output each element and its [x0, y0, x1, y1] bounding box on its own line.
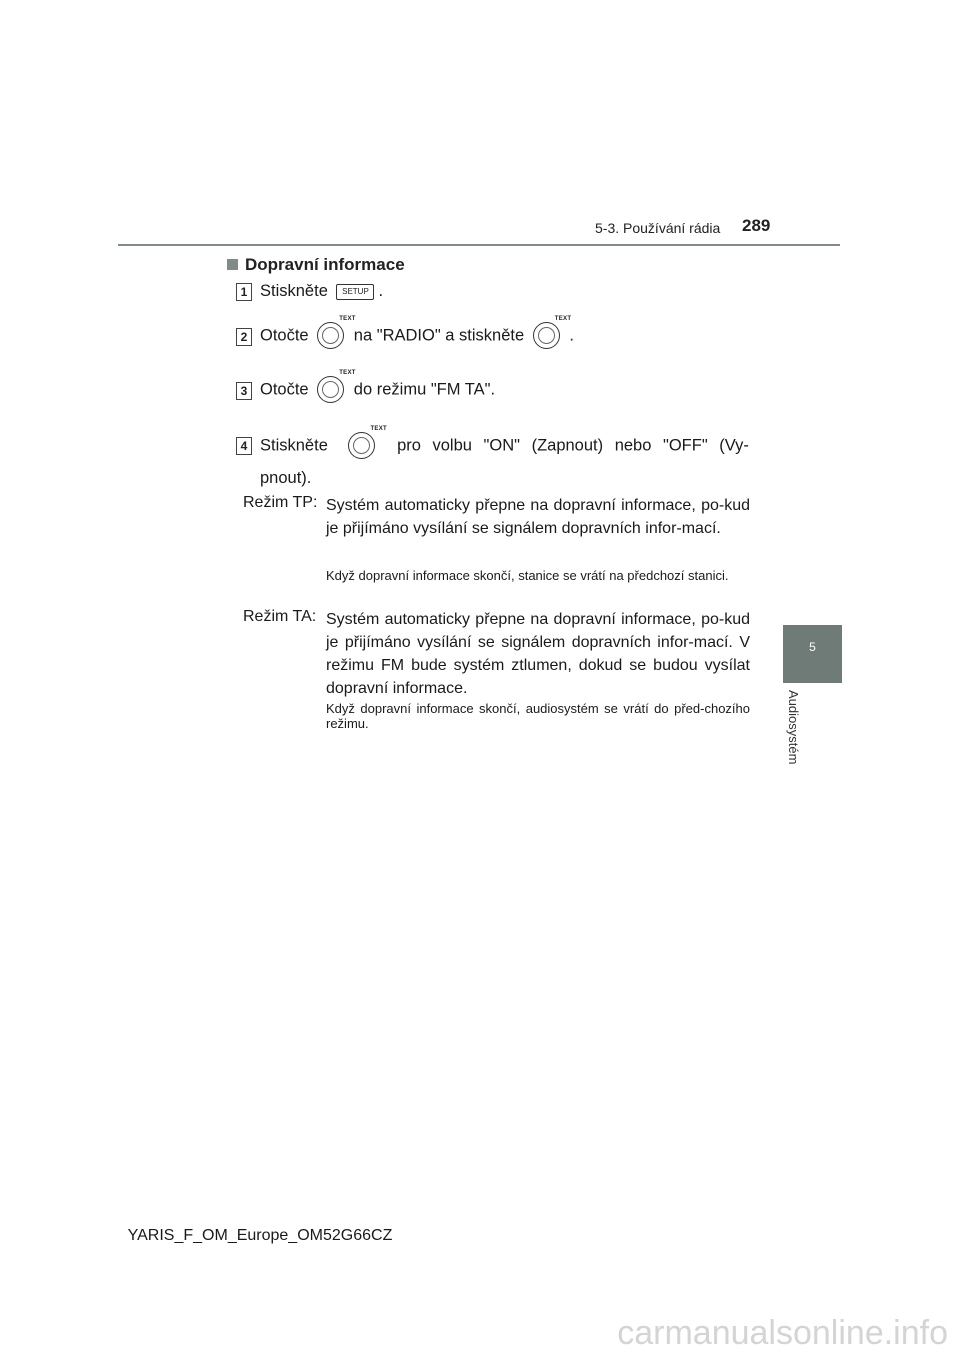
setup-button-icon: SETUP — [336, 284, 374, 300]
document-code: YARIS_F_OM_Europe_OM52G66CZ — [127, 1227, 393, 1244]
mode-ta-description: Systém automaticky přepne na dopravní informace, po-kud je přijímáno vysílání se signálem dopravních infor-mací. V režimu FM bude systém ztlumen, dokud se budou vysílat dopravní informace. — [326, 611, 750, 697]
step-number-3: 3 — [236, 382, 252, 400]
chapter-title: Audiosystém — [786, 690, 801, 765]
header-rule — [118, 244, 840, 246]
tune-knob-icon: TEXT — [348, 432, 376, 460]
mode-tp-description: Systém automaticky přepne na dopravní informace, po-kud je přijímáno vysílání se signálem dopravních infor-mací. — [326, 497, 750, 537]
mode-ta-note: Když dopravní informace skončí, audiosystém se vrátí do před-chozího režimu. — [326, 701, 750, 731]
step-4-continuation: pnout). — [260, 469, 312, 487]
section-title: 5-3. Používání rádia — [595, 220, 721, 236]
step-4-text: Stiskněte TEXT pro volbu "ON" (Zapnout) nebo "OFF" (Vy- — [260, 432, 744, 460]
step-1-text: Stiskněte SETUP . — [260, 282, 384, 300]
mode-tp-label: Režim TP: — [243, 494, 318, 511]
step-number-4: 4 — [236, 437, 252, 455]
tune-knob-icon: TEXT — [533, 322, 561, 350]
watermark: carmanualsonline.info — [0, 1310, 960, 1358]
square-bullet-icon — [227, 259, 238, 270]
mode-tp-note: Když dopravní informace skončí, stanice se vrátí na předchozí stanici. — [326, 568, 729, 583]
step-3-text: Otočte TEXT do režimu "FM TA". — [260, 376, 495, 404]
chapter-number: 5 — [809, 640, 816, 654]
step-2-text: Otočte TEXT na "RADIO" a stiskněte TEXT . — [260, 322, 574, 350]
step-number-1: 1 — [236, 283, 252, 301]
step-number-2: 2 — [236, 328, 252, 346]
page-number: 289 — [742, 216, 771, 235]
mode-ta-label: Režim TA: — [243, 608, 317, 625]
chapter-tab — [783, 625, 842, 683]
section-heading: Dopravní informace — [227, 255, 405, 275]
tune-knob-icon: TEXT — [317, 376, 345, 404]
tune-knob-icon: TEXT — [317, 322, 345, 350]
